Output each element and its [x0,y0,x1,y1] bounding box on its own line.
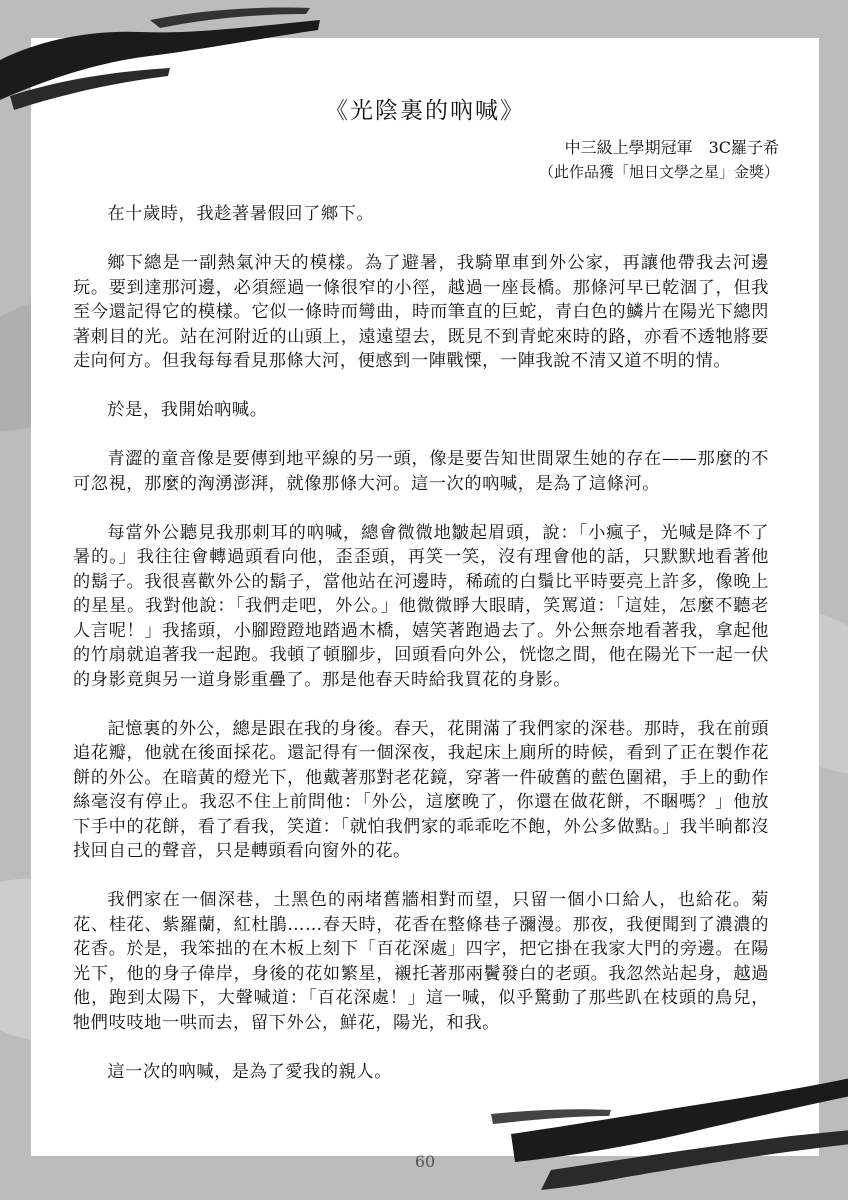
essay-body [73,202,769,1109]
paragraph: 鄉下總是一副熱氣沖天的模樣。為了避暑，我騎單車到外公家，再讓他帶我去河邊玩。要到達那河邊，必須經過一條很窄的小徑，越過一座長橋。那條河早已乾涸了，但我至今還記得它的模樣。它似一條時而彎曲，時而筆直的巨蛇，青白色的鱗片在陽光下總閃著刺目的光。站在河附近的山頭上，遠遠望去，既見不到青蛇來時的路，亦看不透牠將要走向何方。但我每每看見那條大河，便感到一陣戰慄，一陣我說不清又道不明的情。 [73,253,769,371]
document-page [31,38,819,1171]
paragraph: 每當外公聽見我那刺耳的吶喊，總會微微地皺起眉頭，說：「小瘋子，光喊是降不了暑的。」我往往會轉過頭看向他，歪歪頭，再笑一笑，沒有理會他的話，只默默地看著他的鬍子。我很喜歡外公的鬍子，當他站在河邊時，稀疏的白鬚比平時要亮上許多，像晚上的星星。我對他說：「我們走吧，外公。」他微微睜大眼睛，笑罵道：「這娃，怎麼不聽老人言呢！」我搖頭，小腳蹬蹬地踏過木橋，嬉笑著跑過去了。外公無奈地看著我，拿起他的竹扇就追著我一起跑。我頓了頓腳步，回頭看向外公，恍惚之間，他在陽光下一起一伏的身影竟與另一道身影重疊了。那是他春天時給我買花的身影。 [73,522,769,690]
paragraph: 記憶裏的外公，總是跟在我的身後。春天，花開滿了我們家的深巷。那時，我在前頭追花瓣，他就在後面採花。還記得有一個深夜，我起床上廁所的時候，看到了正在製作花餅的外公。在暗黃的燈光下，他戴著那對老花鏡，穿著一件破舊的藍色圍裙，手上的動作絲毫沒有停止。我忍不住上前問他：「外公，這麼晚了，你還在做花餅，不睏嗎？」他放下手中的花餅，看了看我，笑道：「就怕我們家的乖乖吃不飽，外公多做點。」我半晌都沒找回自己的聲音，只是轉頭看向窗外的花。 [73,718,769,861]
paragraph: 我們家在一個深巷，土黑色的兩堵舊牆相對而望，只留一個小口給人，也給花。菊花、桂花、紫羅蘭，紅杜鵑……春天時，花香在整條巷子瀰漫。那夜，我便聞到了濃濃的花香。於是，我笨拙的在木板上刻下「百花深處」四字，把它掛在我家大門的旁邊。在陽光下，他的身子偉岸，身後的花如繁星，襯托著那兩鬢發白的老頭。我忽然站起身，越過他，跑到太陽下，大聲喊道：「百花深處！」這一喊，似乎驚動了那些趴在枝頭的鳥兒，牠們吱吱地一哄而去，留下外公，鮮花，陽光，和我。 [73,890,769,1033]
paragraph: 在十歲時，我趁著暑假回了鄉下。 [107,204,375,224]
author-line: 中三級上學期冠軍 3C羅子希 [564,138,779,157]
author-block [539,136,779,184]
paragraph: 於是，我開始吶喊。 [107,400,268,420]
award-line: （此作品獲「旭日文學之星」金獎） [538,163,779,181]
essay-title: 《光陰裏的吶喊》 [325,98,525,124]
page-number: 60 [414,1152,436,1171]
paragraph: 這一次的吶喊，是為了愛我的親人。 [107,1061,392,1082]
paragraph: 青澀的童音像是要傳到地平線的另一頭，像是要告知世間眾生她的存在——那麼的不可忽視，那麼的洶湧澎湃，就像那條大河。這一次的吶喊，是為了這條河。 [73,449,769,494]
